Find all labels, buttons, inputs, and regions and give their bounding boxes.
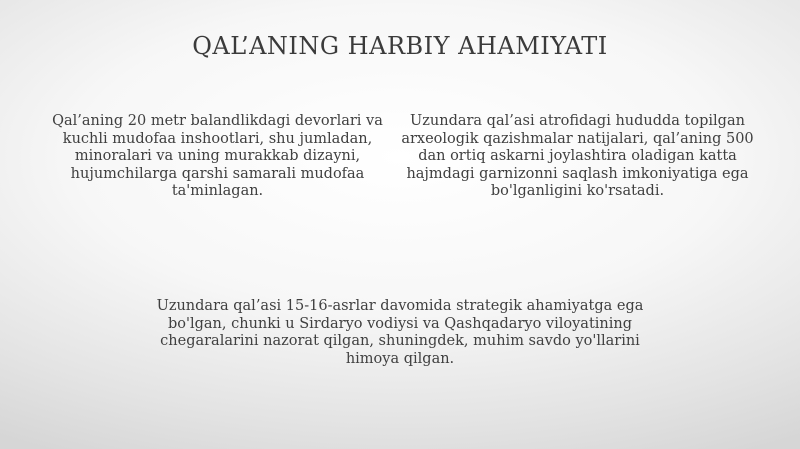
bottom-paragraph: Uzundara qal’asi 15-16-asrlar davomida strategik ahamiyatga ega bo'lgan, chunki u Sirdaryo vodiysi va Qashqadaryo viloyatining chegaralarini nazorat qilgan, shuningdek, muhim savdo yo'llarini himoya qilgan. [156,298,644,367]
right-paragraph: Uzundara qal’asi atrofidagi hududda topilgan arxeologik qazishmalar natijalari, qal’aning 500 dan ortiq askarni joylashtira oladigan katta hajmdagi garnizonni saqlash imkoniyatiga ega bo'lganligini ko'rsatadi. [401,113,754,199]
left-paragraph: Qal’aning 20 metr balandlikdagi devorlari va kuchli mudofaa inshootlari, shu jumladan, minoralari va uning murakkab dizayni, hujumchilarga qarshi samarali mudofaa ta'minlagan. [52,113,383,199]
slide-title: QAL’ANING HARBIY AHAMIYATI [192,32,608,60]
